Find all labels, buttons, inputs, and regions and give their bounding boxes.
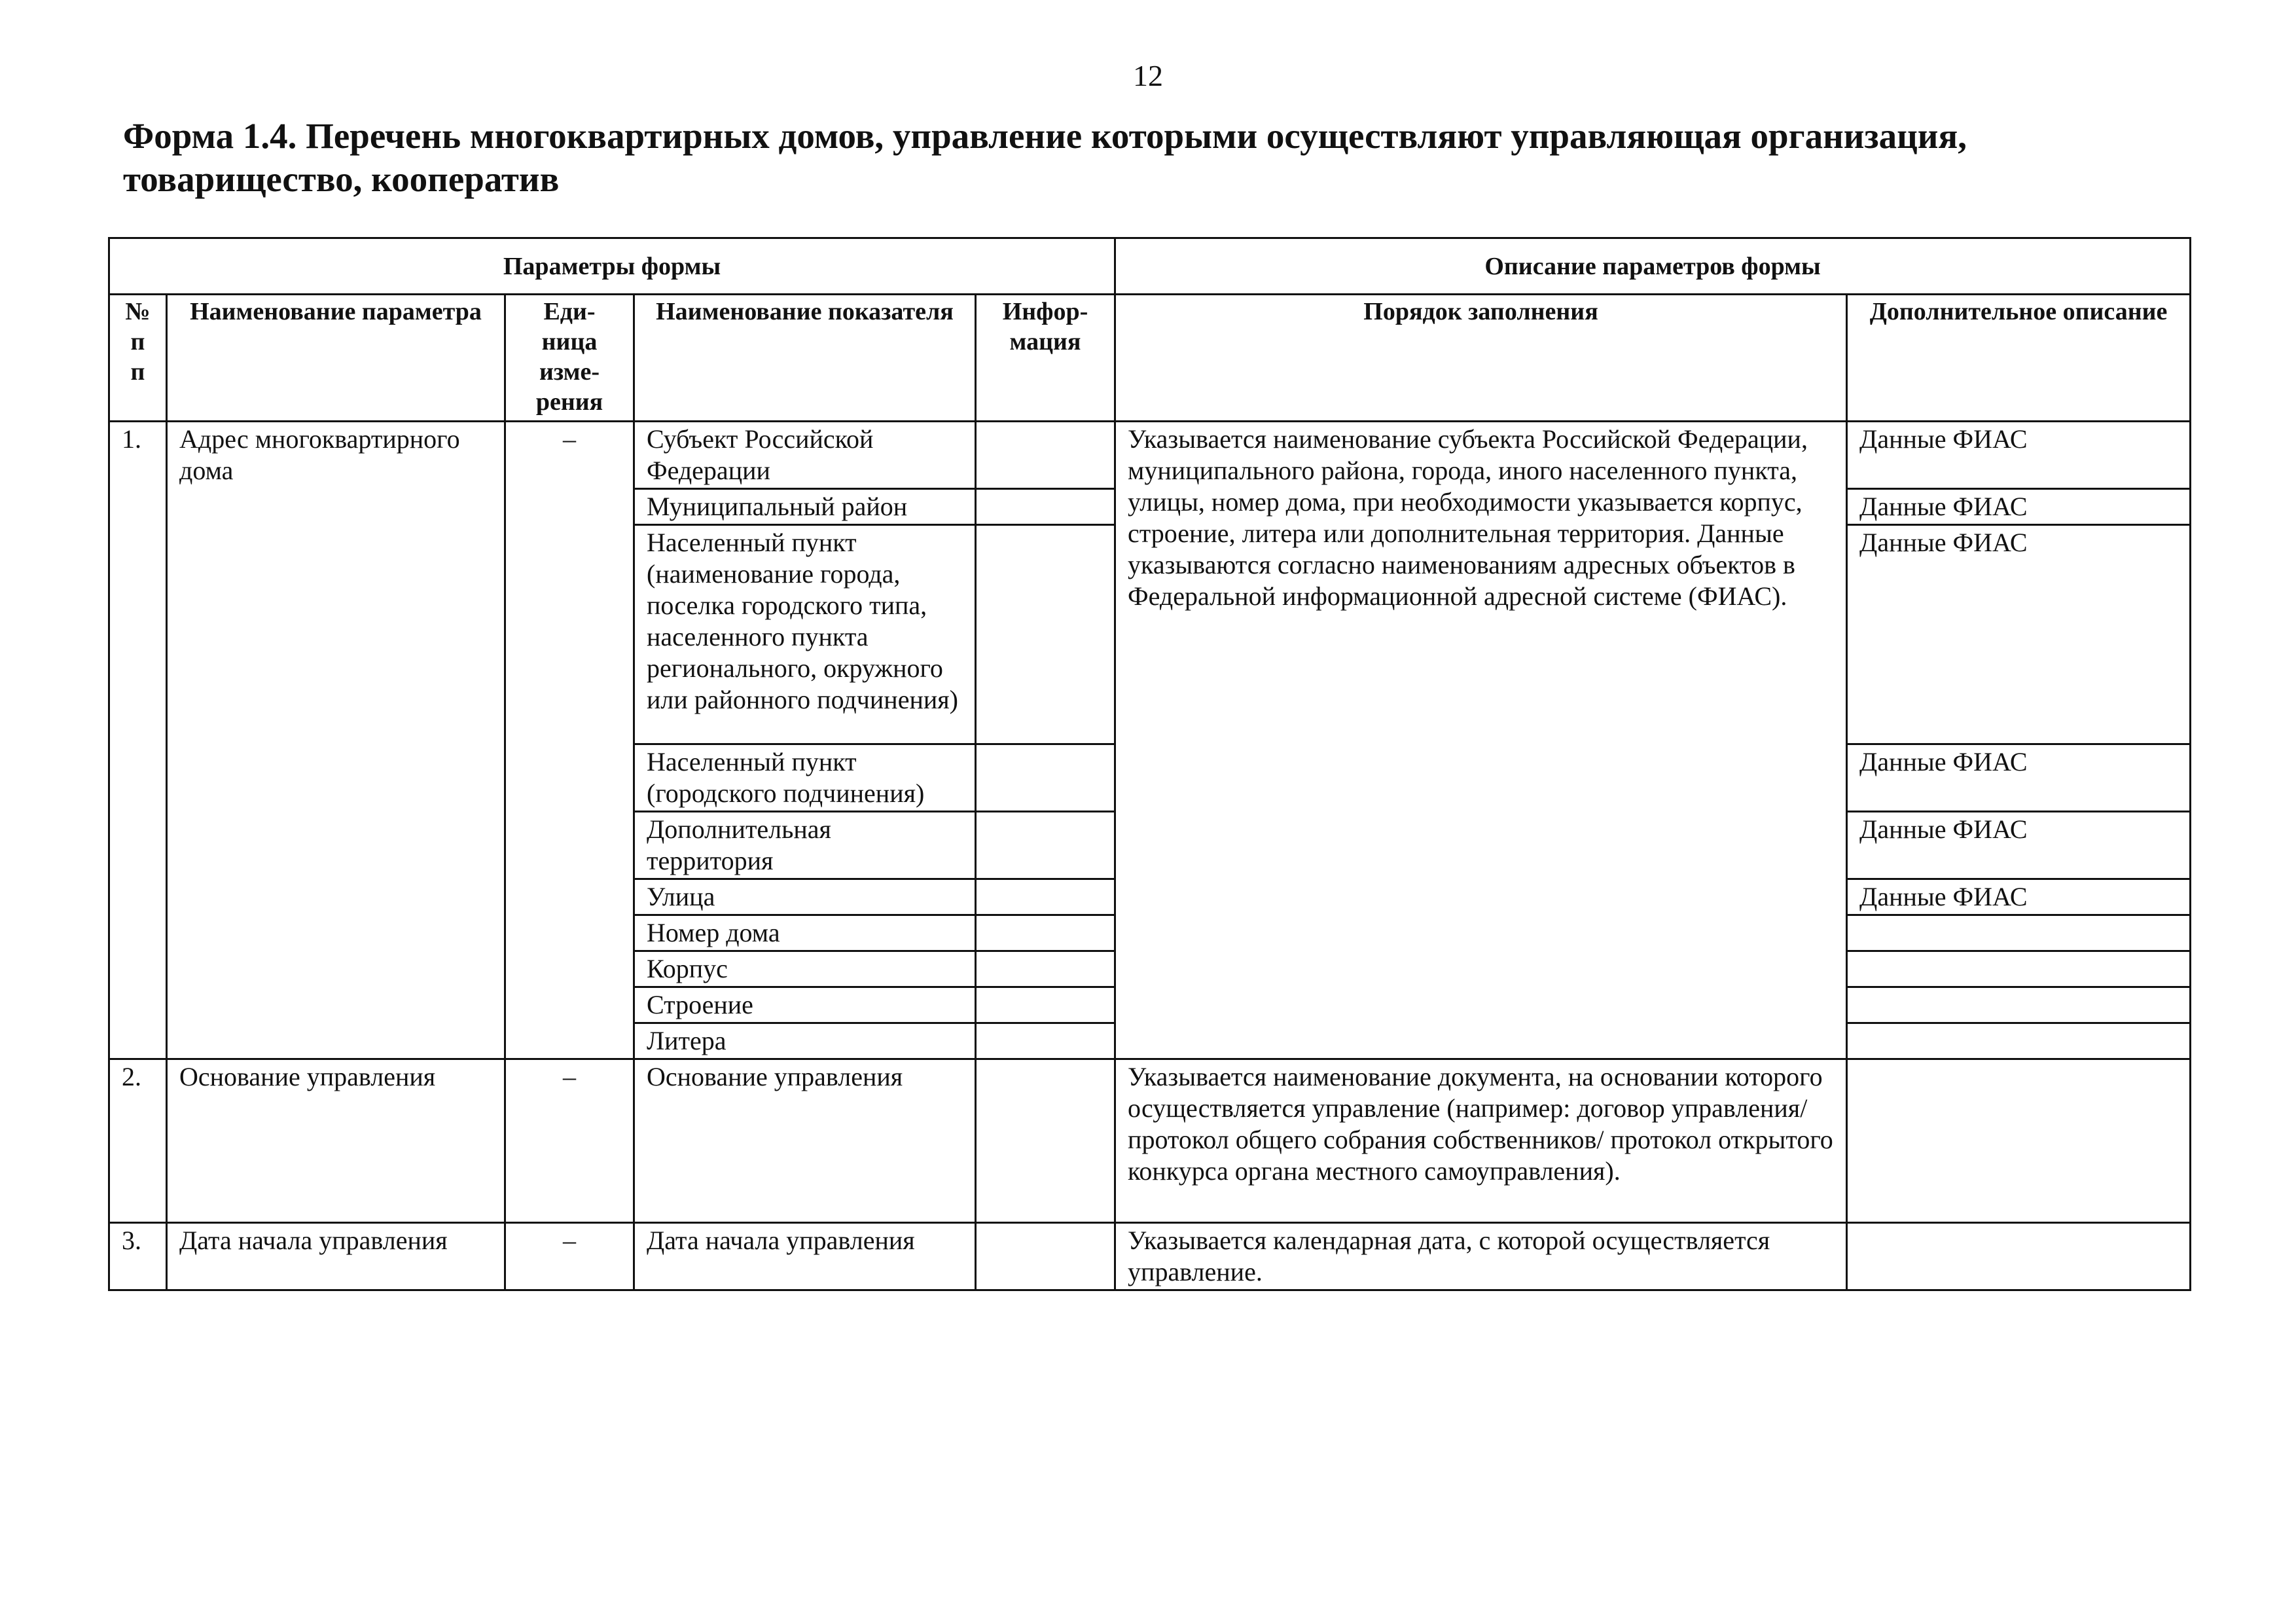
indicator-cell: Улица bbox=[634, 879, 976, 915]
extra-cell: Данные ФИАС bbox=[1847, 422, 2191, 489]
info-cell[interactable] bbox=[976, 812, 1115, 879]
info-cell[interactable] bbox=[976, 951, 1115, 987]
col-header-param-name: Наименование параметра bbox=[167, 295, 505, 422]
info-cell[interactable] bbox=[976, 879, 1115, 915]
unit-cell: – bbox=[505, 1223, 634, 1290]
col-header-unit: Еди- ница изме- рения bbox=[505, 295, 634, 422]
info-cell[interactable] bbox=[976, 915, 1115, 951]
col-header-num: № п п bbox=[109, 295, 167, 422]
col-header-extra: Дополнительное описание bbox=[1847, 295, 2191, 422]
info-cell[interactable] bbox=[976, 525, 1115, 744]
extra-cell: Данные ФИАС bbox=[1847, 812, 2191, 879]
page-number: 12 bbox=[1133, 59, 1163, 92]
info-cell[interactable] bbox=[976, 1223, 1115, 1290]
indicator-cell: Корпус bbox=[634, 951, 976, 987]
fill-order-cell: Указывается календарная дата, с которой осуществляется управление. bbox=[1115, 1223, 1847, 1290]
form-title-line2: товарищество, кооператив bbox=[123, 159, 560, 199]
row-number: 3. bbox=[109, 1223, 167, 1290]
param-name-cell: Дата начала управления bbox=[167, 1223, 505, 1290]
indicator-cell: Литера bbox=[634, 1023, 976, 1059]
indicator-cell: Субъект Российской Федерации bbox=[634, 422, 976, 489]
extra-cell: Данные ФИАС bbox=[1847, 879, 2191, 915]
indicator-cell: Населенный пункт (наименование города, поселка городского типа, населенного пункта регионального, окружного или районного подчинения) bbox=[634, 525, 976, 744]
indicator-cell: Номер дома bbox=[634, 915, 976, 951]
indicator-cell: Строение bbox=[634, 987, 976, 1023]
extra-cell bbox=[1847, 951, 2191, 987]
indicator-cell: Дополнительная территория bbox=[634, 812, 976, 879]
extra-cell bbox=[1847, 1223, 2191, 1290]
extra-cell: Данные ФИАС bbox=[1847, 744, 2191, 812]
form-title bbox=[123, 115, 2217, 201]
form-title-line1: Форма 1.4. Перечень многоквартирных домов, управление которыми осуществляют управляющая организация, bbox=[123, 116, 1967, 156]
indicator-cell: Дата начала управления bbox=[634, 1223, 976, 1290]
row-number: 2. bbox=[109, 1059, 167, 1223]
extra-cell bbox=[1847, 987, 2191, 1023]
col-header-fill-order: Порядок заполнения bbox=[1115, 295, 1847, 422]
group-header-description: Описание параметров формы bbox=[1115, 238, 2191, 295]
column-header-row bbox=[109, 295, 2191, 422]
group-header-row bbox=[109, 238, 2191, 295]
unit-cell: – bbox=[505, 1059, 634, 1223]
extra-cell bbox=[1847, 1023, 2191, 1059]
extra-cell bbox=[1847, 1059, 2191, 1223]
info-cell[interactable] bbox=[976, 744, 1115, 812]
unit-cell: – bbox=[505, 422, 634, 1059]
indicator-cell: Основание управления bbox=[634, 1059, 976, 1223]
indicator-cell: Муниципальный район bbox=[634, 489, 976, 525]
col-header-indicator: Наименование показателя bbox=[634, 295, 976, 422]
fill-order-cell: Указывается наименование документа, на основании которого осуществляется управление (например: договор управления/ протокол общего собрания собственников/ протокол открытого конкурса органа местного самоуправления). bbox=[1115, 1059, 1847, 1223]
extra-cell: Данные ФИАС bbox=[1847, 489, 2191, 525]
col-header-info: Инфор- мация bbox=[976, 295, 1115, 422]
indicator-cell: Населенный пункт (городского подчинения) bbox=[634, 744, 976, 812]
row-number: 1. bbox=[109, 422, 167, 1059]
extra-cell bbox=[1847, 915, 2191, 951]
form-parameters-table bbox=[108, 237, 2191, 1291]
info-cell[interactable] bbox=[976, 1059, 1115, 1223]
info-cell[interactable] bbox=[976, 422, 1115, 489]
fill-order-cell: Указывается наименование субъекта Российской Федерации, муниципального района, города, иного населенного пункта, улицы, номер дома, при необходимости указывается корпус, строение, литера или дополнительная территория. Данные указываются согласно наименованиям адресных объектов в Федеральной информационной адресной системе (ФИАС). bbox=[1115, 422, 1847, 1059]
info-cell[interactable] bbox=[976, 489, 1115, 525]
info-cell[interactable] bbox=[976, 987, 1115, 1023]
extra-cell: Данные ФИАС bbox=[1847, 525, 2191, 744]
table-row bbox=[109, 422, 2191, 489]
info-cell[interactable] bbox=[976, 1023, 1115, 1059]
table-row bbox=[109, 1223, 2191, 1290]
table-row bbox=[109, 1059, 2191, 1223]
group-header-params: Параметры формы bbox=[109, 238, 1115, 295]
param-name-cell: Адрес многоквартирного дома bbox=[167, 422, 505, 1059]
param-name-cell: Основание управления bbox=[167, 1059, 505, 1223]
